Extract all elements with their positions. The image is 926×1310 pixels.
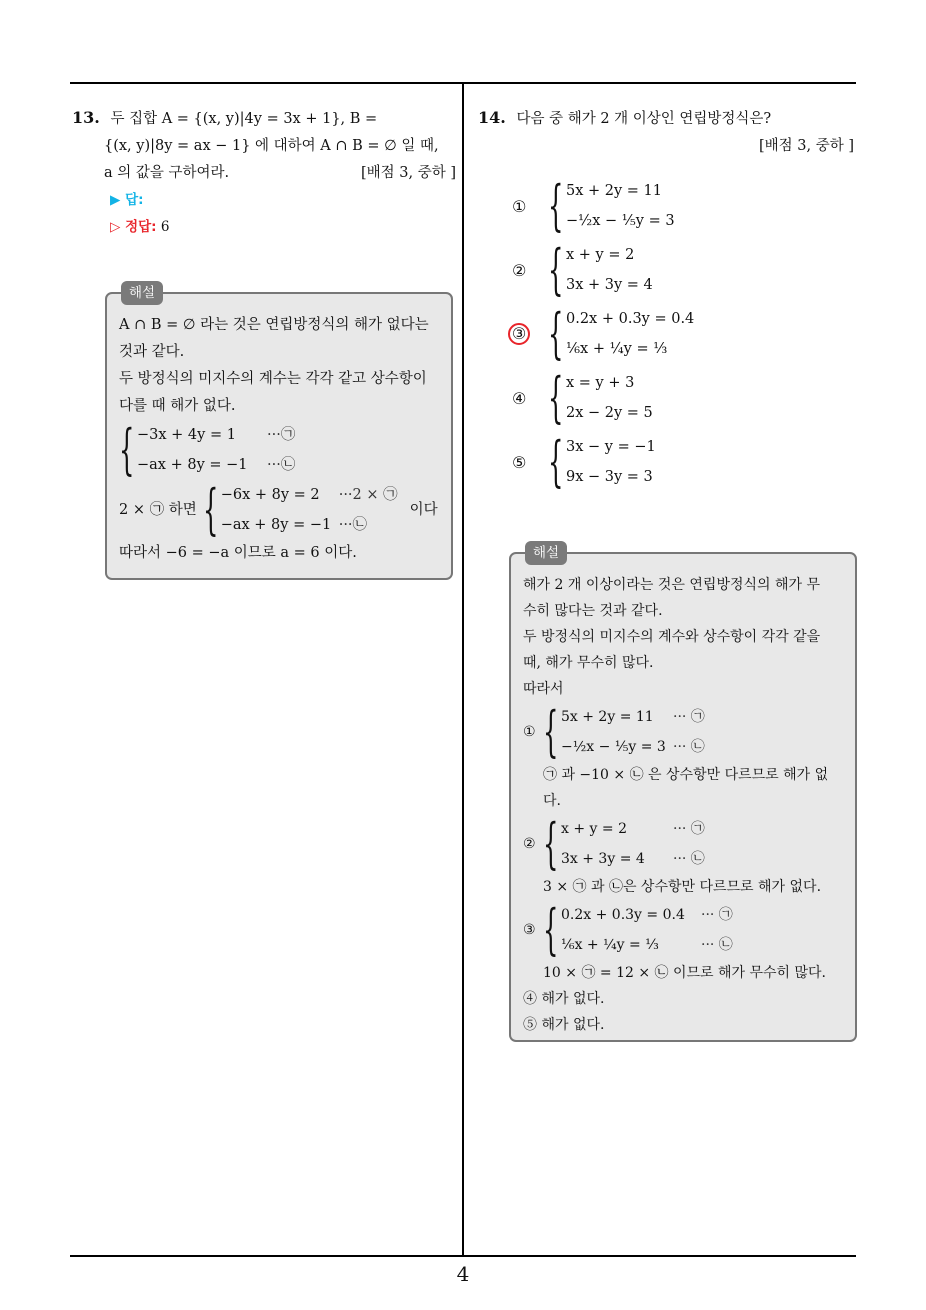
equation: 5x + 2y = 11	[566, 183, 663, 199]
equation: 0.2x + 0.3y = 0.4	[561, 907, 685, 923]
option-number: ②	[523, 836, 536, 852]
option-number: ②	[512, 260, 527, 280]
marker: ···㉡	[338, 517, 368, 533]
q14-s5: ⑤ 해가 없다.	[523, 1017, 605, 1033]
brace: {	[548, 174, 564, 237]
marker: ···㉠	[267, 427, 296, 443]
solution-badge: 해설	[525, 541, 567, 565]
q14-sol-system-1	[523, 702, 843, 762]
q13-line2: {(x, y)|8y = ax − 1} 에 대하여 A ∩ B = ∅ 일 때,	[104, 138, 439, 154]
q13-solution-box	[105, 285, 453, 580]
q14-sol-system-3	[523, 900, 843, 960]
q14-question: 다음 중 해가 2 개 이상인 연립방정식은?	[516, 111, 772, 127]
equation: 5x + 2y = 11	[561, 709, 654, 725]
q13-pre2: 2 × ㉠ 하면	[119, 501, 197, 518]
question-14	[478, 104, 854, 160]
q13-line3: a 의 값을 구하여라.	[104, 165, 230, 181]
q14-options	[512, 172, 812, 496]
q13-sol-line3: 두 방정식의 미지수의 계수는 각각 같고 상수항이	[119, 371, 427, 387]
correct-label: ▷ 정답:	[110, 219, 157, 235]
brace: {	[119, 418, 135, 481]
equation: 3x + 3y = 4	[566, 277, 653, 293]
q14-s1-note1: ㉠ 과 −10 × ㉡ 은 상수항만 다르므로 해가 없	[543, 767, 829, 783]
equation: ⅙x + ¼y = ⅓	[561, 937, 659, 953]
bottom-rule	[70, 1255, 856, 1257]
q13-sol-line4: 다를 때 해가 없다.	[119, 398, 236, 414]
option-number-selected	[512, 323, 548, 345]
brace: {	[548, 430, 564, 493]
option-number: ⑤	[512, 452, 527, 472]
q14-s2-note: 3 × ㉠ 과 ㉡은 상수항만 다르므로 해가 없다.	[543, 879, 822, 895]
q14-sol-line3: 두 방정식의 미지수의 계수와 상수항이 각각 같을	[523, 629, 821, 645]
equation: −½x − ⅕y = 3	[561, 739, 666, 755]
q13-answer-row	[72, 187, 456, 214]
option-number: ③	[523, 922, 536, 938]
equation: x = y + 3	[566, 375, 635, 391]
equation: 3x + 3y = 4	[561, 851, 645, 867]
equation: −½x − ⅕y = 3	[566, 213, 675, 229]
marker: ···2 × ㉠	[338, 487, 398, 503]
equation: −ax + 8y = −1	[137, 457, 248, 473]
q14-meta: [배점 3, 중하 ]	[758, 138, 854, 154]
option-number: ①	[523, 724, 536, 740]
q13-meta: [배점 3, 중하 ]	[360, 165, 456, 181]
brace: {	[548, 366, 564, 429]
marker: ··· ㉡	[701, 937, 733, 953]
q14-sol-line5: 따라서	[523, 681, 564, 697]
q14-s3-note: 10 × ㉠ = 12 × ㉡ 이므로 해가 무수히 많다.	[543, 965, 827, 981]
solution-badge: 해설	[121, 281, 163, 305]
marker: ···㉡	[267, 457, 296, 473]
q13-line3-row	[72, 160, 456, 187]
correct-value: 6	[160, 219, 170, 235]
q13-conclusion: 따라서 −6 = −a 이므로 a = 6 이다.	[119, 545, 357, 561]
marker: ··· ㉠	[673, 821, 705, 837]
q13-post2: 이다	[409, 501, 438, 518]
q13-correct-row	[72, 214, 456, 241]
q13-sol-line2: 것과 같다.	[119, 344, 185, 360]
marker: ··· ㉡	[673, 851, 705, 867]
page-number: 4	[456, 1262, 470, 1286]
q14-solution-box	[509, 545, 857, 1042]
q13-line1: 두 집합 A = {(x, y)|4y = 3x + 1}, B =	[110, 111, 378, 127]
brace: {	[543, 700, 559, 763]
equation: −3x + 4y = 1	[137, 427, 236, 443]
equation: x + y = 2	[566, 247, 635, 263]
column-divider	[462, 84, 464, 1256]
option-1[interactable]	[512, 176, 812, 236]
equation: −6x + 8y = 2	[220, 487, 320, 503]
equation: −ax + 8y = −1	[220, 517, 332, 533]
q13-text	[72, 104, 456, 133]
brace: {	[543, 898, 559, 961]
q14-sol-line2: 수히 많다는 것과 같다.	[523, 603, 663, 619]
equation: ⅙x + ¼y = ⅓	[566, 341, 668, 357]
q14-sol-line1: 해가 2 개 이상이라는 것은 연립방정식의 해가 무	[523, 577, 821, 593]
question-13	[72, 104, 456, 241]
selected-circle-icon: ③	[508, 323, 530, 345]
marker: ··· ㉠	[673, 709, 705, 725]
brace: {	[202, 478, 219, 541]
option-3[interactable]	[512, 304, 812, 364]
option-5[interactable]	[512, 432, 812, 492]
q13-number: 13.	[72, 108, 100, 127]
equation: 0.2x + 0.3y = 0.4	[566, 311, 695, 327]
q14-text	[478, 104, 854, 133]
brace: {	[548, 302, 564, 365]
brace: {	[543, 812, 559, 875]
equation: 9x − 3y = 3	[566, 469, 653, 485]
option-2[interactable]	[512, 240, 812, 300]
q14-number: 14.	[478, 108, 506, 127]
option-4[interactable]	[512, 368, 812, 428]
q14-sol-line4: 때, 해가 무수히 많다.	[523, 655, 654, 671]
marker: ··· ㉠	[701, 907, 733, 923]
q14-sol-system-2	[523, 814, 843, 874]
brace: {	[548, 238, 564, 301]
q14-s1-note2: 다.	[543, 793, 561, 809]
q13-system-2	[119, 480, 439, 540]
answer-label: ▶ 답:	[110, 192, 144, 208]
option-number: ④	[512, 388, 527, 408]
equation: 2x − 2y = 5	[566, 405, 653, 421]
q13-sol-line1: A ∩ B = ∅ 라는 것은 연립방정식의 해가 없다는	[119, 317, 429, 333]
marker: ··· ㉡	[673, 739, 705, 755]
q14-s4: ④ 해가 없다.	[523, 991, 605, 1007]
q13-system-1	[119, 420, 439, 480]
equation: x + y = 2	[561, 821, 627, 837]
equation: 3x − y = −1	[566, 439, 656, 455]
option-number: ①	[512, 196, 527, 216]
